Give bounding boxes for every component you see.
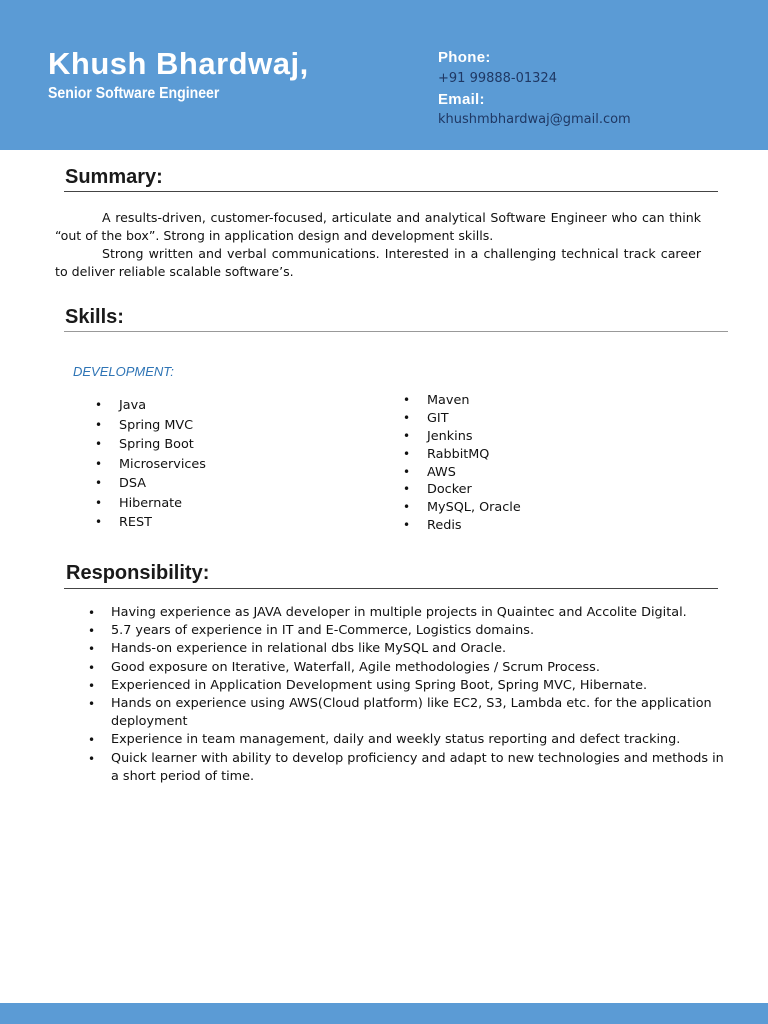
responsibility-item: • Experienced in Application Development using Spring Boot, Spring MVC, Hibernate.: [88, 677, 728, 695]
responsibility-divider: [64, 588, 718, 589]
skill-item: • Microservices: [95, 455, 206, 475]
skill-item: • Redis: [403, 517, 521, 535]
skill-item: • Hibernate: [95, 494, 206, 514]
email-label: Email:: [438, 91, 485, 108]
skill-item: • Java: [95, 396, 206, 416]
skill-item: • REST: [95, 513, 206, 533]
skills-category-label: DEVELOPMENT:: [73, 364, 174, 379]
summary-heading: Summary:: [65, 166, 163, 188]
responsibility-item: • Having experience as JAVA developer in multiple projects in Quaintec and Accolite Digital.: [88, 604, 728, 622]
footer-bar: [0, 1003, 768, 1024]
summary-paragraph: Strong written and verbal communications. Interested in a challenging technical track career to deliver reliable scalable software’s.: [55, 246, 701, 279]
email-address[interactable]: khushmbhardwaj@gmail.com: [438, 112, 631, 127]
candidate-name: Khush Bhardwaj,: [48, 46, 309, 81]
skills-list-left: [95, 396, 206, 533]
responsibility-item: • Good exposure on Iterative, Waterfall, Agile methodologies / Scrum Process.: [88, 659, 728, 677]
responsibility-item: • Experience in team management, daily and weekly status reporting and defect tracking.: [88, 731, 728, 749]
responsibility-item: • 5.7 years of experience in IT and E-Commerce, Logistics domains.: [88, 622, 728, 640]
skill-item: • GIT: [403, 410, 521, 428]
skill-item: • AWS: [403, 464, 521, 482]
responsibility-item: • Hands-on experience in relational dbs like MySQL and Oracle.: [88, 640, 728, 658]
skill-item: • RabbitMQ: [403, 446, 521, 464]
skills-divider: [64, 331, 728, 332]
summary-paragraph: A results-driven, customer-focused, articulate and analytical Software Engineer who can think “out of the box”. Strong in application design and development skills.: [55, 210, 701, 243]
skill-item: • Jenkins: [403, 428, 521, 446]
responsibility-heading: Responsibility:: [66, 562, 210, 584]
skill-item: • Docker: [403, 481, 521, 499]
phone-label: Phone:: [438, 49, 491, 66]
skill-item: • Spring Boot: [95, 435, 206, 455]
responsibility-list: [88, 604, 728, 786]
skill-item: • MySQL, Oracle: [403, 499, 521, 517]
skill-item: • Maven: [403, 392, 521, 410]
summary-divider: [64, 191, 718, 192]
summary-text: [55, 209, 701, 281]
phone-number: +91 99888-01324: [438, 71, 557, 86]
skill-item: • Spring MVC: [95, 416, 206, 436]
responsibility-item: • Quick learner with ability to develop proficiency and adapt to new technologies and methods in a short period of time.: [88, 750, 728, 786]
skills-heading: Skills:: [65, 306, 124, 328]
responsibility-item: • Hands on experience using AWS(Cloud platform) like EC2, S3, Lambda etc. for the application deployment: [88, 695, 728, 731]
header-banner: [0, 0, 768, 150]
skill-item: • DSA: [95, 474, 206, 494]
skills-list-right: [403, 392, 521, 535]
candidate-title: Senior Software Engineer: [48, 85, 220, 102]
